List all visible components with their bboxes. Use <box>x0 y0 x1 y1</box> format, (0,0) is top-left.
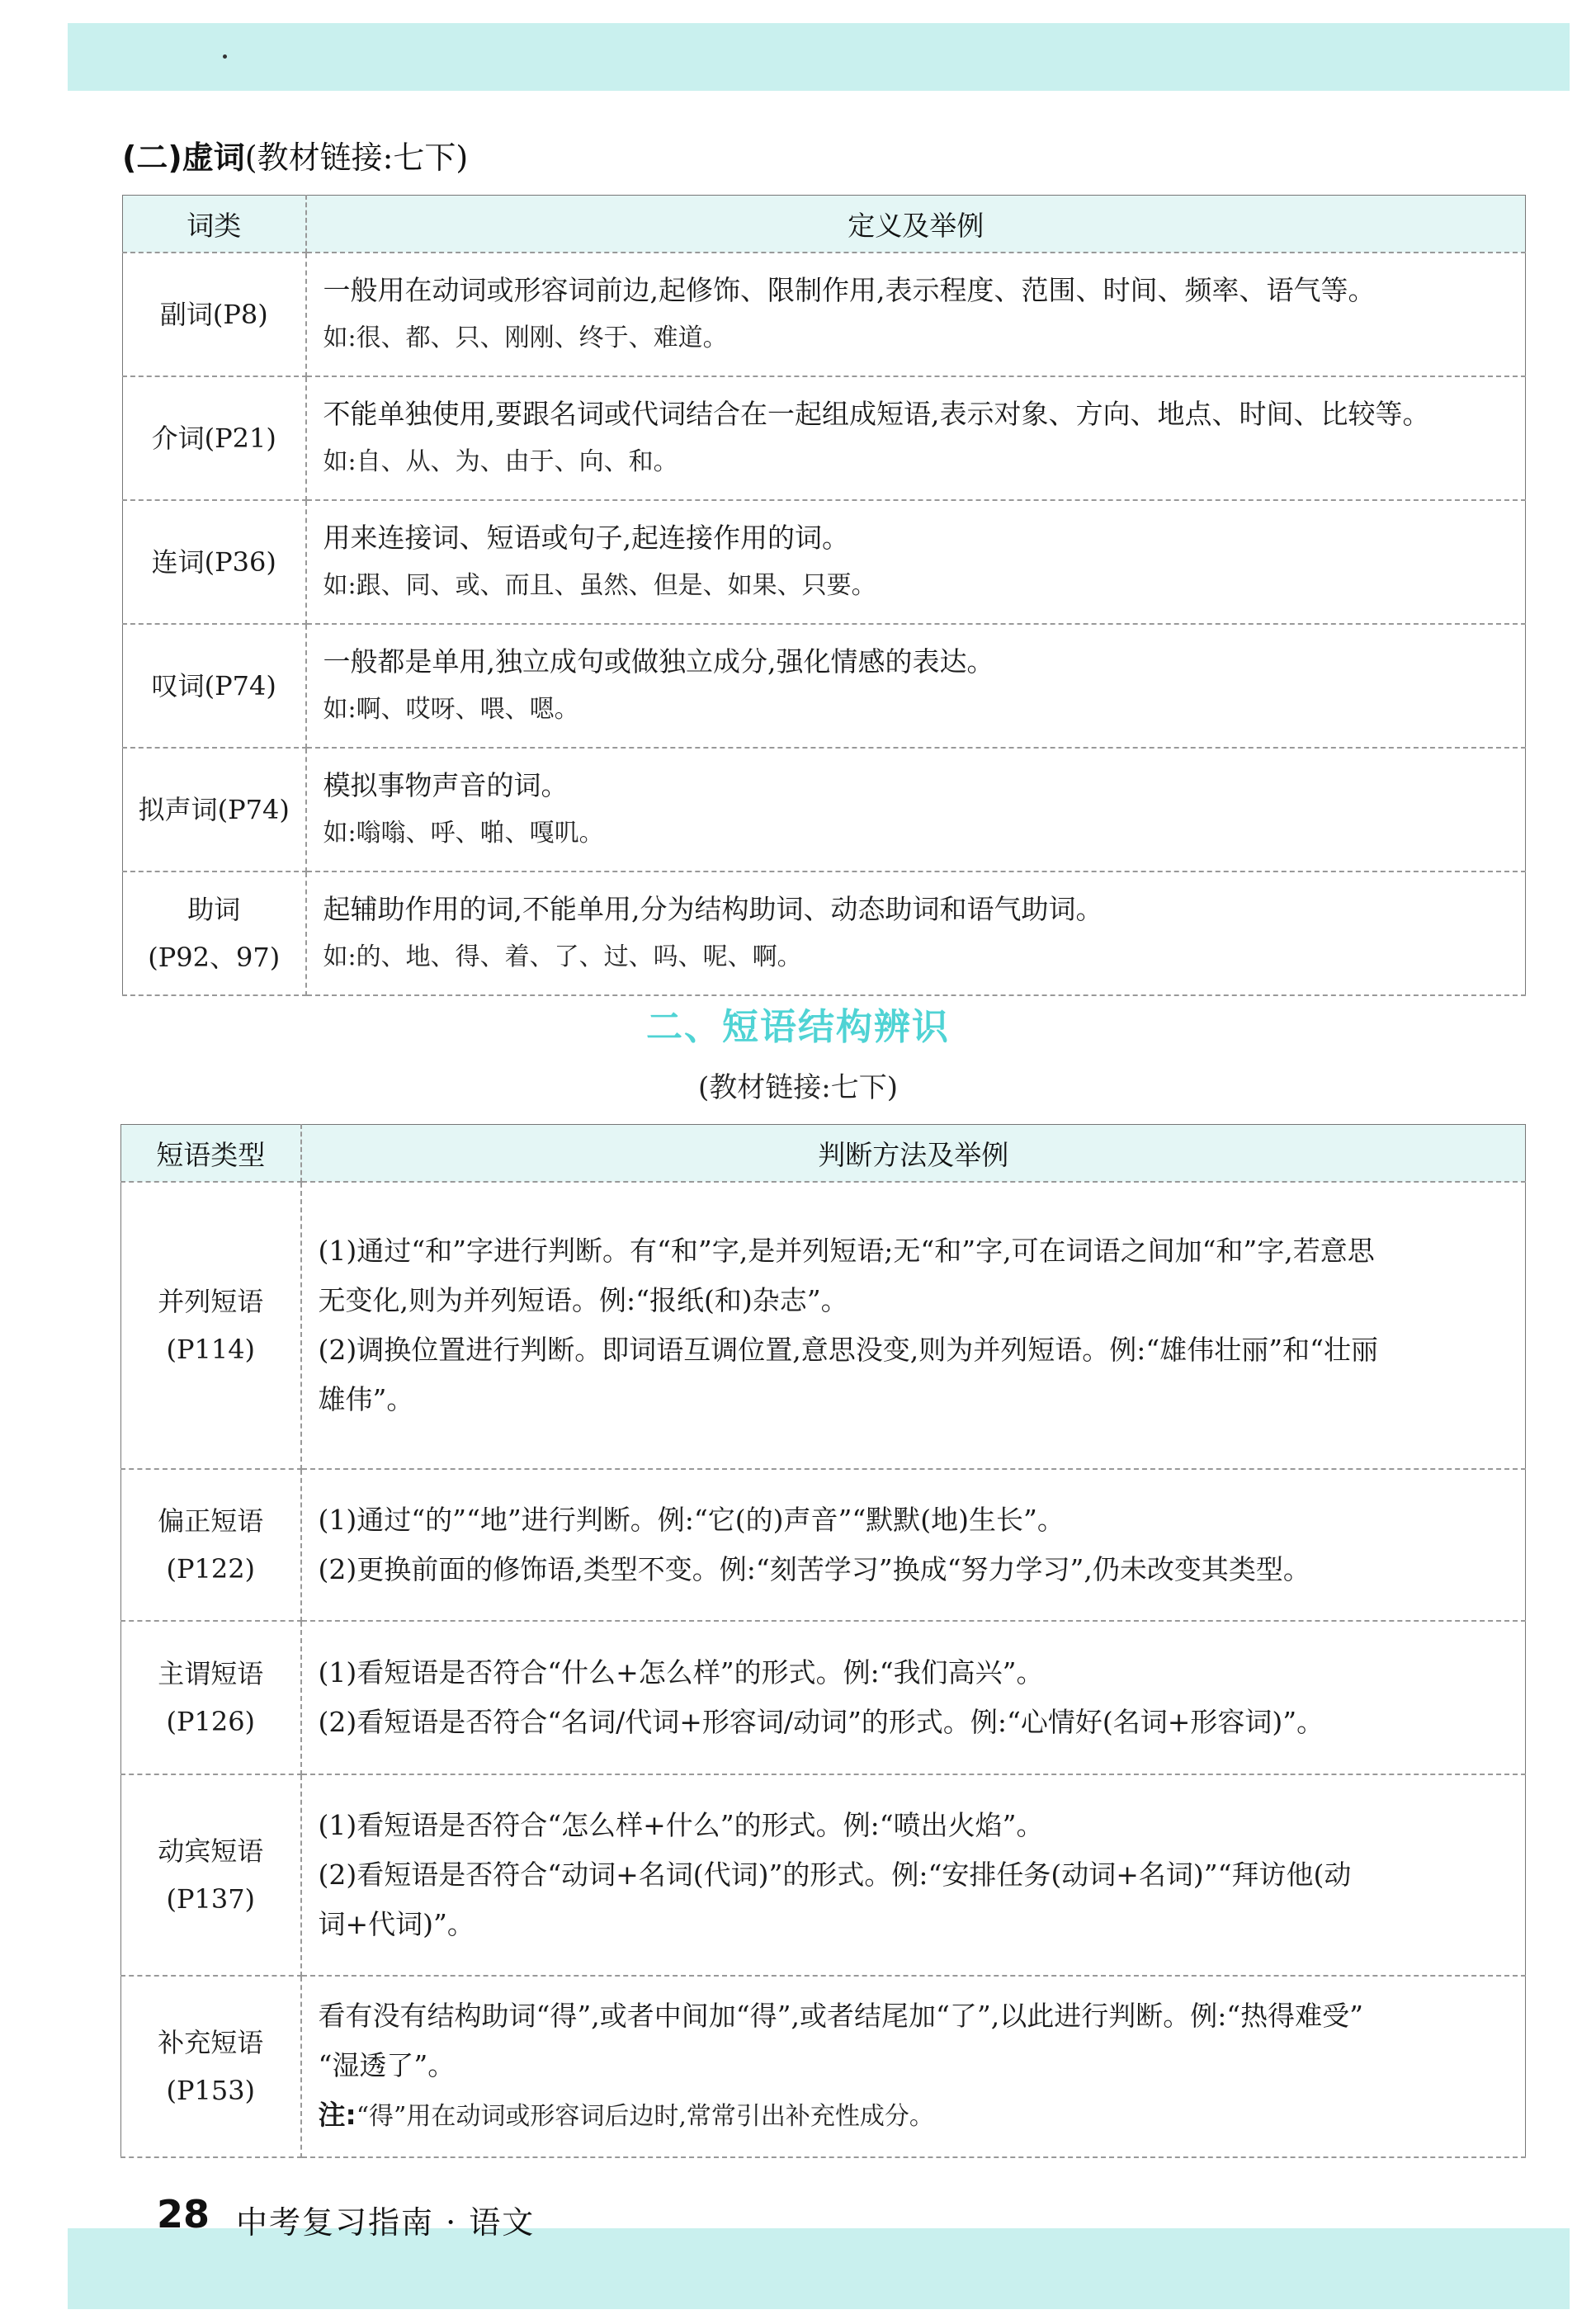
row-line: (2)看短语是否符合“名词/代词+形容词/动词”的形式。例:“心情好(名词+形容词)”。 <box>318 1706 1324 1738</box>
section-function-words-title: (二)虚词(教材链接:七下) <box>122 139 469 176</box>
row-line: 雄伟”。 <box>318 1383 414 1415</box>
row-page: (P74) <box>217 794 290 825</box>
row-name: 助词 <box>187 894 241 925</box>
header-word-class: 词类 <box>123 196 306 253</box>
row-name: 叹词 <box>151 670 205 701</box>
phrase-structure-table <box>120 1124 1526 2158</box>
table-row <box>121 1469 1526 1621</box>
row-line: (2)调换位置进行判断。即词语互调位置,意思没变,则为并列短语。例:“雄伟壮丽”和“壮丽 <box>318 1334 1378 1366</box>
row-name: 并列短语 <box>158 1286 264 1317</box>
table-row <box>123 748 1526 872</box>
row-example: 如:跟、同、或、而且、虽然、但是、如果、只要。 <box>323 571 876 600</box>
row-example: 如:嗡嗡、呼、啪、嘎叽。 <box>323 819 604 848</box>
row-name: 副词 <box>159 299 213 330</box>
row-line: (1)看短语是否符合“什么+怎么样”的形式。例:“我们高兴”。 <box>318 1656 1044 1689</box>
row-page: (P74) <box>204 670 276 701</box>
note-label: 注: <box>318 2099 357 2131</box>
row-example: 如:很、都、只、刚刚、终于、难道。 <box>323 324 728 352</box>
row-line: (1)看短语是否符合“怎么样+什么”的形式。例:“喷出火焰”。 <box>318 1809 1044 1841</box>
note-text: “得”用在动词或形容词后边时,常常引出补充性成分。 <box>356 2102 934 2131</box>
function-words-table <box>122 195 1526 996</box>
section-phrase-structure-title: 二、短语结构辨识 <box>646 1006 950 1048</box>
table-row <box>121 1621 1526 1774</box>
page-number: 28 <box>157 2192 210 2237</box>
row-example: 如:自、从、为、由于、向、和。 <box>323 447 678 476</box>
row-line: 看有没有结构助词“得”,或者中间加“得”,或者结尾加“了”,以此进行判断。例:“热得难受” <box>318 2000 1364 2032</box>
row-page: (P126) <box>166 1706 256 1737</box>
row-name: 主谓短语 <box>158 1658 264 1689</box>
table-row <box>123 624 1526 748</box>
row-definition: 起辅助作用的词,不能单用,分为结构助词、动态助词和语气助词。 <box>323 893 1103 925</box>
row-line: (2)更换前面的修饰语,类型不变。例:“刻苦学习”换成“努力学习”,仍未改变其类型。 <box>318 1553 1310 1585</box>
row-line: “湿透了”。 <box>318 2049 456 2081</box>
table-row <box>123 376 1526 500</box>
row-name: 拟声词 <box>138 794 218 825</box>
row-definition: 用来连接词、短语或句子,起连接作用的词。 <box>323 522 849 554</box>
header-definition: 定义及举例 <box>306 196 1526 253</box>
table-row <box>121 1774 1526 1976</box>
table-row <box>123 500 1526 624</box>
mark-dot <box>223 54 227 59</box>
row-definition: 一般用在动词或形容词前边,起修饰、限制作用,表示程度、范围、时间、频率、语气等。 <box>323 274 1376 306</box>
row-page: (P92、97) <box>148 942 281 973</box>
table-row <box>123 872 1526 995</box>
row-line: 词+代词)”。 <box>318 1908 475 1940</box>
row-page: (P153) <box>166 2075 256 2106</box>
row-name: 偏正短语 <box>158 1505 264 1537</box>
section-phrase-structure-link: (教材链接:七下) <box>698 1071 898 1104</box>
table-row <box>121 1182 1526 1469</box>
row-example: 如:的、地、得、着、了、过、吗、呢、啊。 <box>323 942 802 971</box>
header-method: 判断方法及举例 <box>301 1125 1526 1183</box>
row-page: (P21) <box>204 423 276 454</box>
row-line: (2)看短语是否符合“动词+名词(代词)”的形式。例:“安排任务(动词+名词)”“拜访他(动 <box>318 1859 1352 1891</box>
row-name: 动宾短语 <box>158 1835 264 1867</box>
header-phrase-type: 短语类型 <box>121 1125 301 1183</box>
table-row <box>121 1976 1526 2157</box>
row-line: (1)通过“的”“地”进行判断。例:“它(的)声音”“默默(地)生长”。 <box>318 1504 1065 1536</box>
row-name: 连词 <box>151 546 205 578</box>
row-page: (P114) <box>166 1334 256 1365</box>
row-page: (P137) <box>166 1883 256 1915</box>
row-definition: 模拟事物声音的词。 <box>323 769 569 801</box>
row-note <box>319 2090 1511 2142</box>
row-page: (P36) <box>204 546 276 578</box>
table-row <box>123 253 1526 376</box>
row-page: (P8) <box>212 299 268 330</box>
row-line: (1)通过“和”字进行判断。有“和”字,是并列短语;无“和”字,可在词语之间加“和”字,若意思 <box>318 1235 1375 1267</box>
row-name: 补充短语 <box>158 2027 264 2058</box>
row-line: 无变化,则为并列短语。例:“报纸(和)杂志”。 <box>318 1284 848 1316</box>
row-name: 介词 <box>151 423 205 454</box>
row-example: 如:啊、哎呀、喂、嗯。 <box>323 695 579 724</box>
row-definition: 不能单独使用,要跟名词或代词结合在一起组成短语,表示对象、方向、地点、时间、比较等。 <box>323 398 1430 430</box>
row-definition: 一般都是单用,独立成句或做独立成分,强化情感的表达。 <box>323 645 994 678</box>
book-title: 中考复习指南 · 语文 <box>236 2204 536 2241</box>
row-page: (P122) <box>166 1553 256 1585</box>
